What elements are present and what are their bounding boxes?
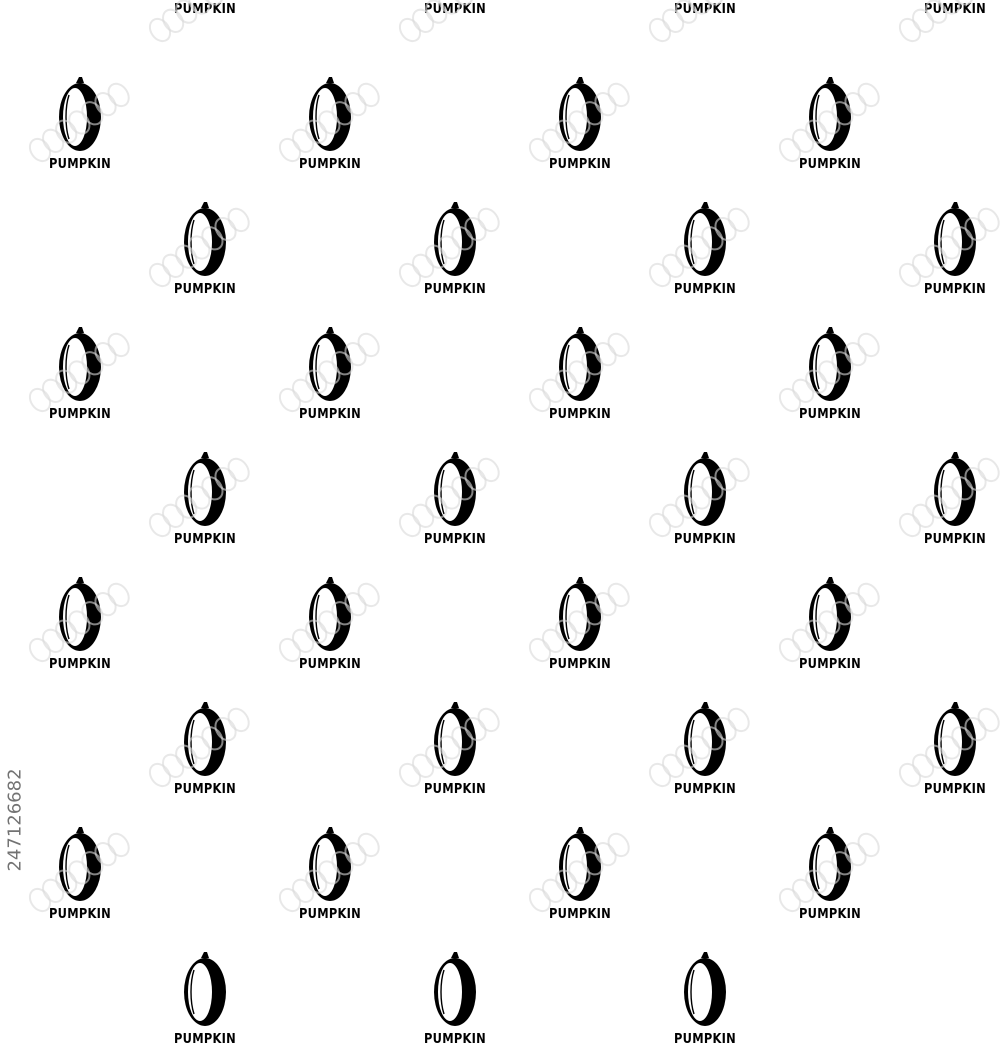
- pumpkin-icon: [680, 950, 730, 1028]
- pumpkin-label: PUMPKIN: [673, 532, 736, 547]
- pumpkin-label: PUMPKIN: [423, 282, 486, 297]
- pumpkin-label: PUMPKIN: [673, 2, 736, 17]
- pumpkin-tile: [410, 200, 500, 310]
- pumpkin-tile: [410, 950, 500, 1060]
- pumpkin-tile: [535, 325, 625, 435]
- pumpkin-icon: [555, 575, 605, 653]
- pumpkin-label: PUMPKIN: [173, 532, 236, 547]
- pumpkin-label: PUMPKIN: [298, 657, 361, 672]
- pumpkin-label: PUMPKIN: [923, 2, 986, 17]
- pumpkin-tile: [535, 75, 625, 185]
- pumpkin-label: PUMPKIN: [923, 282, 986, 297]
- pumpkin-icon: [555, 825, 605, 903]
- pumpkin-label: PUMPKIN: [548, 157, 611, 172]
- pumpkin-tile: [785, 825, 875, 935]
- pumpkin-tile: [910, 450, 1000, 560]
- pumpkin-label: PUMPKIN: [48, 907, 111, 922]
- pumpkin-label: PUMPKIN: [548, 407, 611, 422]
- pumpkin-icon: [805, 325, 855, 403]
- pumpkin-tile: [285, 575, 375, 685]
- pumpkin-icon: [430, 950, 480, 1028]
- pumpkin-icon: [55, 575, 105, 653]
- pumpkin-tile: [660, 450, 750, 560]
- pumpkin-label: PUMPKIN: [923, 782, 986, 797]
- pumpkin-icon: [55, 825, 105, 903]
- pumpkin-label: PUMPKIN: [548, 657, 611, 672]
- pumpkin-label: PUMPKIN: [173, 782, 236, 797]
- pumpkin-tile: [410, 700, 500, 810]
- pumpkin-icon: [430, 450, 480, 528]
- pumpkin-tile: [160, 0, 250, 30]
- pumpkin-label: PUMPKIN: [298, 907, 361, 922]
- pumpkin-label: PUMPKIN: [48, 407, 111, 422]
- pumpkin-tile: [660, 0, 750, 30]
- pumpkin-tile: [535, 575, 625, 685]
- pumpkin-icon: [55, 325, 105, 403]
- pumpkin-tile: [35, 325, 125, 435]
- pumpkin-icon: [930, 200, 980, 278]
- pumpkin-tile: [160, 700, 250, 810]
- pumpkin-icon: [805, 825, 855, 903]
- pumpkin-icon: [55, 75, 105, 153]
- pumpkin-label: PUMPKIN: [798, 657, 861, 672]
- pumpkin-tile: [910, 700, 1000, 810]
- pumpkin-tile: [160, 450, 250, 560]
- pumpkin-label: PUMPKIN: [673, 282, 736, 297]
- pumpkin-label: PUMPKIN: [548, 907, 611, 922]
- pumpkin-tile: [35, 575, 125, 685]
- pumpkin-tile: [910, 200, 1000, 310]
- pumpkin-tile: [785, 325, 875, 435]
- pumpkin-icon: [305, 825, 355, 903]
- pumpkin-tile: [910, 0, 1000, 30]
- pumpkin-tile: [660, 200, 750, 310]
- pumpkin-label: PUMPKIN: [423, 782, 486, 797]
- pumpkin-icon: [430, 200, 480, 278]
- pumpkin-label: PUMPKIN: [48, 157, 111, 172]
- pumpkin-label: PUMPKIN: [173, 1032, 236, 1047]
- pumpkin-tile: [35, 75, 125, 185]
- pumpkin-tile: [785, 75, 875, 185]
- pumpkin-label: PUMPKIN: [48, 657, 111, 672]
- pumpkin-label: PUMPKIN: [423, 532, 486, 547]
- pumpkin-icon: [305, 575, 355, 653]
- pumpkin-icon: [180, 700, 230, 778]
- pumpkin-label: PUMPKIN: [298, 157, 361, 172]
- pumpkin-label: PUMPKIN: [173, 282, 236, 297]
- pumpkin-icon: [805, 575, 855, 653]
- pumpkin-label: PUMPKIN: [923, 532, 986, 547]
- pumpkin-tile: [660, 700, 750, 810]
- pumpkin-tile: [660, 950, 750, 1060]
- pumpkin-icon: [305, 325, 355, 403]
- pumpkin-label: PUMPKIN: [423, 1032, 486, 1047]
- pumpkin-icon: [555, 325, 605, 403]
- pumpkin-label: PUMPKIN: [423, 2, 486, 17]
- pumpkin-tile: [285, 75, 375, 185]
- pumpkin-tile: [535, 825, 625, 935]
- pumpkin-label: PUMPKIN: [673, 1032, 736, 1047]
- pumpkin-icon: [305, 75, 355, 153]
- pumpkin-icon: [555, 75, 605, 153]
- pumpkin-icon: [680, 450, 730, 528]
- pumpkin-tile: [285, 825, 375, 935]
- pumpkin-label: PUMPKIN: [798, 157, 861, 172]
- pumpkin-icon: [930, 700, 980, 778]
- pumpkin-tile: [160, 200, 250, 310]
- pumpkin-icon: [180, 950, 230, 1028]
- pumpkin-tile: [35, 825, 125, 935]
- pumpkin-label: PUMPKIN: [173, 2, 236, 17]
- pumpkin-tile: [285, 325, 375, 435]
- pumpkin-label: PUMPKIN: [673, 782, 736, 797]
- pumpkin-icon: [680, 700, 730, 778]
- pumpkin-icon: [805, 75, 855, 153]
- pumpkin-tile: [410, 450, 500, 560]
- pumpkin-label: PUMPKIN: [298, 407, 361, 422]
- pumpkin-label: PUMPKIN: [798, 407, 861, 422]
- pumpkin-label: PUMPKIN: [798, 907, 861, 922]
- pumpkin-tile: [410, 0, 500, 30]
- pumpkin-icon: [430, 700, 480, 778]
- stock-id-text: 247126682: [4, 768, 26, 872]
- pumpkin-icon: [930, 450, 980, 528]
- pumpkin-icon: [680, 200, 730, 278]
- pumpkin-icon: [180, 200, 230, 278]
- pumpkin-tile: [785, 575, 875, 685]
- pumpkin-icon: [180, 450, 230, 528]
- pumpkin-tile: [160, 950, 250, 1060]
